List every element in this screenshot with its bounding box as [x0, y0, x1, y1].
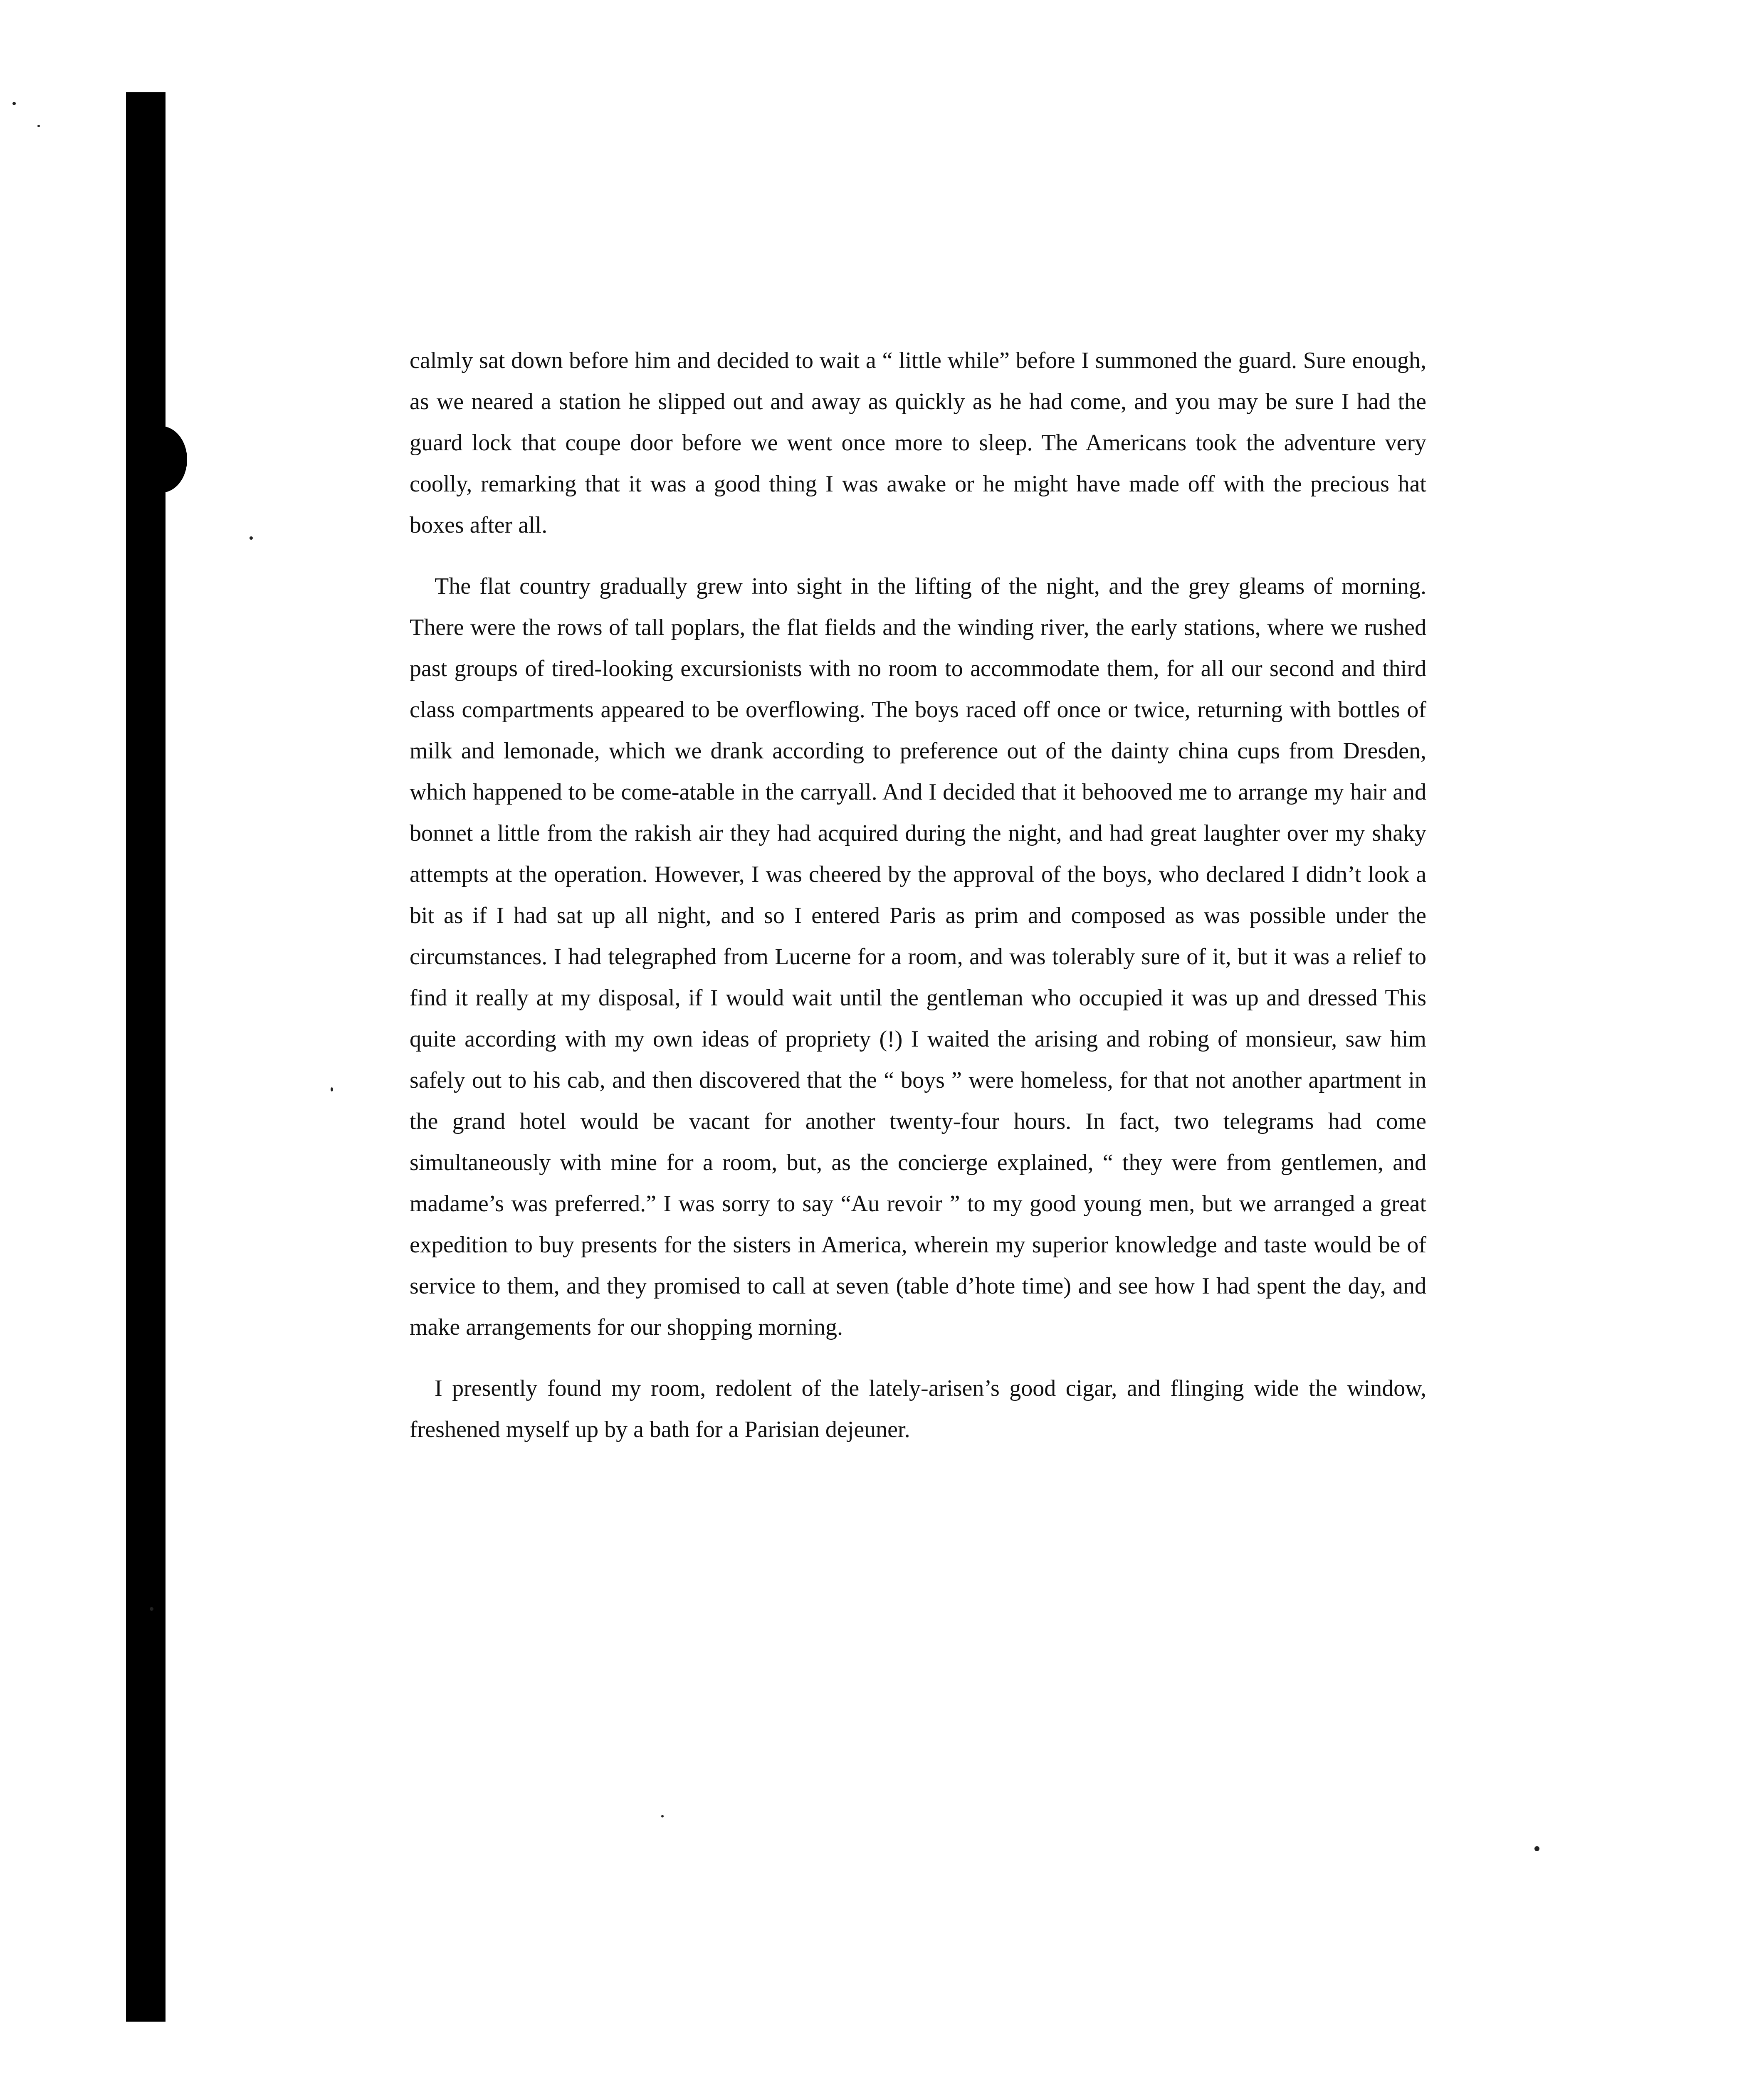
ink-speck	[661, 1815, 664, 1817]
ink-speck	[1534, 1846, 1539, 1851]
paragraph: calmly sat down before him and decided to wait a “ little while” before I summoned the guard. Sure enough, as we neared a station he slipped out and away as quickly as he had come, and you may be sure I had the guard lock that coupe door before we went once more to sleep. The Americans took the adventure very coolly, remarking that it was a good thing I was awake or he might have made off with the precious hat boxes after all.	[410, 348, 1426, 538]
ink-speck	[150, 1607, 153, 1611]
paragraph: I presently found my room, redolent of the lately-arisen’s good cigar, and flinging wide the window, freshened myself up by a bath for a Parisian dejeuner.	[410, 1375, 1426, 1442]
ink-speck	[37, 125, 40, 127]
paragraph: The flat country gradually grew into sight in the lifting of the night, and the grey gleams of morning. There were the rows of tall poplars, the flat fields and the winding river, the early stations, where we rushed past groups of tired-looking excursionists with no room to accommodate them, for all our second and third class compartments appeared to be overflowing. The boys raced off once or twice, returning with bottles of milk and lemonade, which we drank according to preference out of the dainty china cups from Dresden, which happened to be come-atable in the carryall. And I decided that it behooved me to arrange my hair and bonnet a little from the rakish air they had acquired during the night, and had great laughter over my shaky attempts at the operation. However, I was cheered by the approval of the boys, who declared I didn’t look a bit as if I had sat up all night, and so I entered Paris as prim and composed as was possible under the circumstances. I had telegraphed from Lucerne for a room, and was tolerably sure of it, but it was a relief to find it really at my disposal, if I would wait until the gentleman who occupied it was up and dressed This quite according with my own ideas of propriety (!) I waited the arising and robing of monsieur, saw him safely out to his cab, and then discovered that the “ boys ” were homeless, for that not another apartment in the grand hotel would be vacant for another twenty-four hours. In fact, two telegrams had come simultaneously with mine for a room, but, as the concierge explained, “ they were from gentlemen, and madame’s was preferred.” I was sorry to say “Au revoir ” to my good young men, but we arranged a great expedition to buy presents for the sisters in America, wherein my superior knowledge and taste would be of service to them, and they promised to call at seven (table d’hote time) and see how I had spent the day, and make arrangements for our shopping morning.	[410, 573, 1426, 1340]
ink-speck	[250, 536, 253, 540]
binding-knob	[135, 426, 187, 493]
ink-speck	[331, 1087, 333, 1091]
binding-edge	[126, 92, 166, 2022]
body-text	[410, 340, 1426, 1470]
ink-speck	[12, 102, 16, 105]
